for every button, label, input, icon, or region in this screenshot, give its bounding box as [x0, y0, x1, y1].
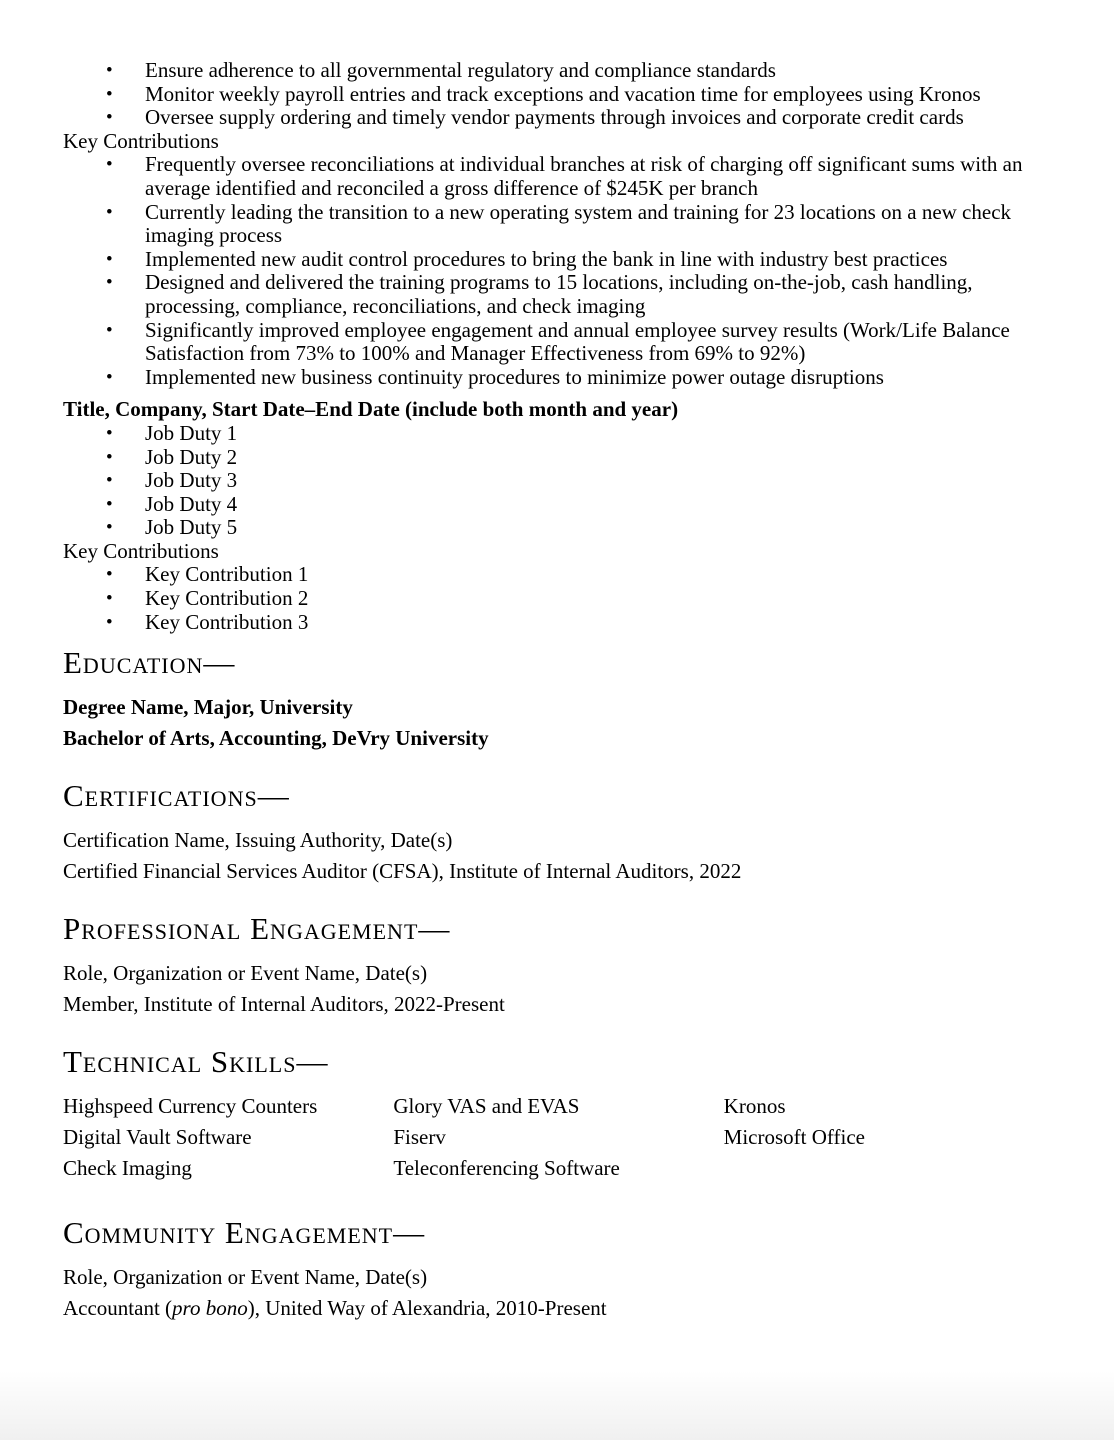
- bullet-marker: •: [106, 588, 113, 610]
- skill-item: Kronos: [723, 1093, 786, 1118]
- section-heading-community-engagement: Community Engagement—: [63, 1215, 426, 1251]
- skill-item: Fiserv: [393, 1124, 446, 1149]
- bullet-text: Job Duty 3: [145, 468, 238, 493]
- placeholder-role-duty-list: [63, 422, 1054, 540]
- community-engagement-entry: Role, Organization or Event Name, Date(s): [63, 1265, 428, 1290]
- section-heading-education: Education—: [63, 645, 236, 681]
- bullet-marker: •: [106, 422, 113, 444]
- entry-text: ), United Way of Alexandria, 2010-Present: [247, 1296, 607, 1321]
- placeholder-role-title: Title, Company, Start Date–End Date (include both month and year): [63, 397, 679, 422]
- bullet-item: [63, 59, 1054, 83]
- entry-text: Accountant (: [63, 1296, 173, 1321]
- bullet-marker: •: [106, 493, 113, 515]
- bullet-marker: •: [106, 272, 113, 294]
- bullet-marker: •: [106, 319, 113, 341]
- education-entry: Bachelor of Arts, Accounting, DeVry University: [63, 726, 489, 751]
- bullet-text: Significantly improved employee engagement and annual employee survey results (Work/Life Balance Satisfaction from 73% to 100% and Manager Effectiveness from 69% to 92%): [145, 317, 1010, 366]
- section-heading-professional-engagement: Professional Engagement—: [63, 910, 451, 946]
- bullet-item: [63, 469, 1054, 493]
- skills-column: [393, 1095, 723, 1189]
- bullet-text: Job Duty 1: [145, 420, 238, 445]
- section-heading-certifications: Certifications—: [63, 778, 290, 814]
- key-contributions-label: Key Contributions: [63, 128, 219, 153]
- bullet-marker: •: [106, 611, 113, 633]
- bullet-text: Implemented new business continuity procedures to minimize power outage disruptions: [145, 364, 884, 389]
- placeholder-role-contribution-list: [63, 563, 1054, 634]
- bullet-text: Job Duty 2: [145, 444, 238, 469]
- bullet-marker: •: [106, 154, 113, 176]
- professional-engagement-entry: Member, Institute of Internal Auditors, 2022-Present: [63, 992, 505, 1016]
- current-role-contribution-list: [63, 153, 1054, 389]
- education-entry: Degree Name, Major, University: [63, 695, 353, 720]
- bullet-text: Implemented new audit control procedures to bring the bank in line with industry best practices: [145, 246, 948, 271]
- bullet-text: Monitor weekly payroll entries and track exceptions and vacation time for employees using Kronos: [145, 81, 981, 106]
- bullet-text: Key Contribution 1: [145, 562, 309, 587]
- bullet-marker: •: [106, 248, 113, 270]
- bullet-text: Key Contribution 2: [145, 586, 309, 611]
- current-role-duty-list: [63, 59, 1054, 130]
- key-contributions-label: Key Contributions: [63, 538, 219, 563]
- bullet-text: Designed and delivered the training programs to 15 locations, including on-the-job, cash handling, processing, compliance, reconciliations, and check imaging: [145, 270, 973, 318]
- skills-grid: [63, 1095, 1054, 1189]
- bullet-item: [63, 83, 1054, 107]
- bullet-item: [63, 516, 1054, 540]
- bullet-item: [63, 106, 1054, 130]
- bullet-item: [63, 587, 1054, 611]
- bullet-item: [63, 422, 1054, 446]
- bullet-marker: •: [106, 366, 113, 388]
- bullet-marker: •: [106, 564, 113, 586]
- bullet-text: Currently leading the transition to a new operating system and training for 23 locations on a new check imaging process: [145, 199, 1012, 248]
- bullet-text: Job Duty 4: [145, 491, 238, 516]
- skill-item: Glory VAS and EVAS: [393, 1093, 580, 1118]
- professional-engagement-entry: Role, Organization or Event Name, Date(s): [63, 960, 428, 985]
- certification-entry: Certified Financial Services Auditor (CFSA), Institute of Internal Auditors, 2022: [63, 859, 742, 884]
- entry-text-italic: pro bono: [172, 1296, 248, 1321]
- bullet-marker: •: [106, 60, 113, 81]
- skills-column: [63, 1095, 393, 1189]
- page-bottom-shade: [0, 1370, 1114, 1440]
- bullet-marker: •: [106, 201, 113, 223]
- bullet-item: [63, 493, 1054, 517]
- bullet-marker: •: [106, 107, 113, 129]
- skill-item: Microsoft Office: [723, 1124, 865, 1149]
- section-heading-technical-skills: Technical Skills—: [63, 1043, 329, 1079]
- skill-item: Teleconferencing Software: [393, 1155, 620, 1180]
- bullet-item: [63, 153, 1054, 200]
- bullet-text: Oversee supply ordering and timely vendor payments through invoices and corporate credit cards: [145, 105, 964, 130]
- bullet-item: [63, 319, 1054, 366]
- skill-item: Check Imaging: [63, 1155, 192, 1180]
- bullet-item: [63, 366, 1054, 390]
- bullet-item: [63, 563, 1054, 587]
- bullet-item: [63, 271, 1054, 318]
- bullet-item: [63, 611, 1054, 635]
- bullet-text: Ensure adherence to all governmental regulatory and compliance standards: [145, 58, 776, 82]
- bullet-marker: •: [106, 446, 113, 468]
- skill-item: Highspeed Currency Counters: [63, 1093, 318, 1118]
- bullet-marker: •: [106, 517, 113, 539]
- bullet-item: [63, 446, 1054, 470]
- skill-item: Digital Vault Software: [63, 1124, 252, 1149]
- bullet-text: Key Contribution 3: [145, 609, 309, 634]
- bullet-text: Frequently oversee reconciliations at individual branches at risk of charging off significant sums with an average identified and reconciled a gross difference of $245K per branch: [145, 152, 1023, 200]
- bullet-marker: •: [106, 83, 113, 105]
- certification-entry: Certification Name, Issuing Authority, Date(s): [63, 828, 453, 853]
- bullet-item: [63, 201, 1054, 248]
- bullet-text: Job Duty 5: [145, 515, 238, 540]
- skills-column: [724, 1095, 1054, 1189]
- community-engagement-entry: [63, 1297, 1054, 1321]
- bullet-item: [63, 248, 1054, 272]
- bullet-marker: •: [106, 470, 113, 492]
